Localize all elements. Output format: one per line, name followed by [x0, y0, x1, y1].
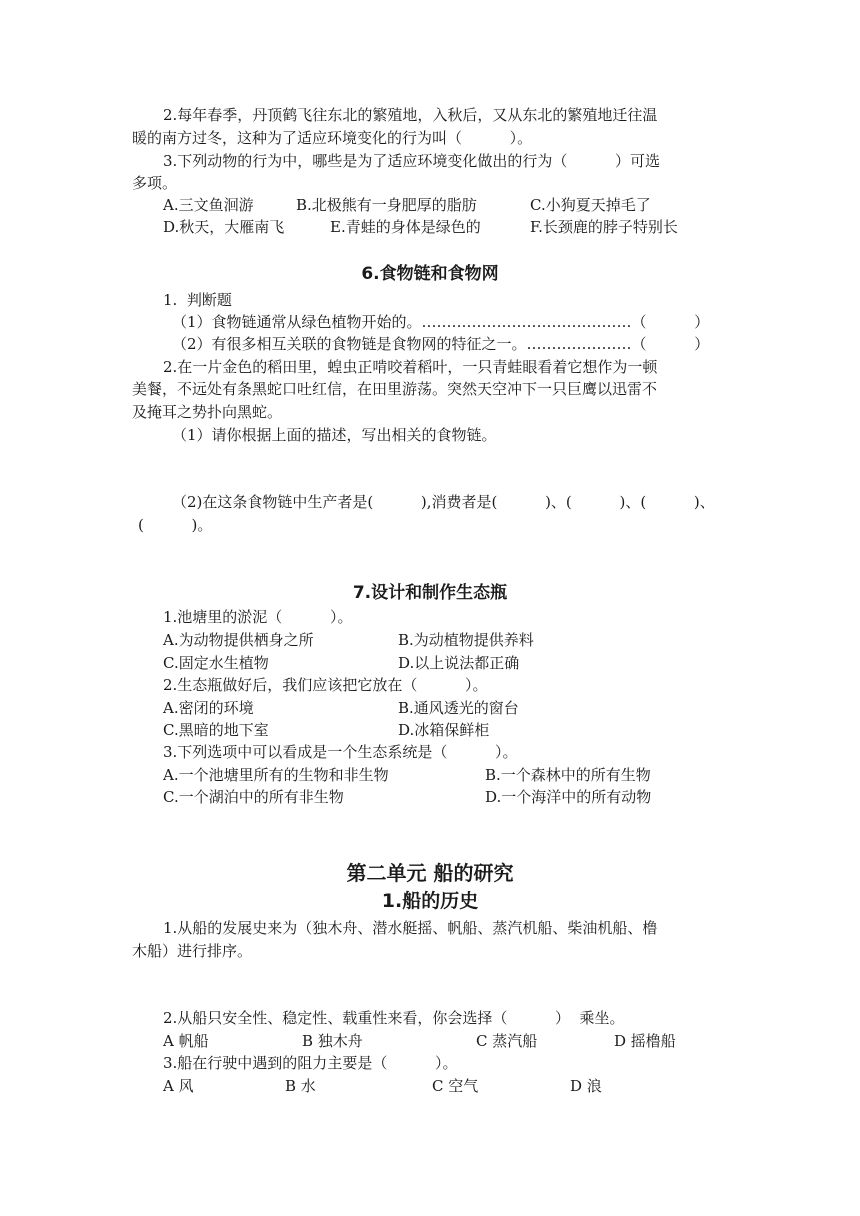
sec6-q2-line3: 及掩耳之势扑向黑蛇。	[132, 403, 283, 421]
u2-q2-option-a: A 帆船	[163, 1032, 209, 1050]
u2-q2-option-d: D 摇橹船	[614, 1032, 676, 1050]
sec6-judge-heading: 1. 判断题	[163, 291, 232, 309]
sec7-q2-option-c: C.黑暗的地下室	[163, 721, 269, 739]
sec6-judge-item-1: （1）食物链通常从绿色植物开始的。……………………………………（ ）	[172, 313, 710, 331]
sec7-q3-option-a: A.一个池塘里所有的生物和非生物	[163, 766, 389, 784]
sec7-q2-option-a: A.密闭的环境	[163, 699, 254, 717]
u1-q2-line2: 暖的南方过冬，这种为了适应环境变化的行为叫（ ）。	[132, 129, 533, 147]
u2-q3-option-a: A 风	[163, 1077, 194, 1095]
u2-q3: 3.船在行驶中遇到的阻力主要是（ ）。	[163, 1054, 458, 1072]
sec6-judge-item-2: （2）有很多相互关联的食物链是食物网的特征之一。…………………（ ）	[172, 335, 710, 353]
unit-2-section-1-title: 1.船的历史	[381, 890, 479, 912]
sec7-q1: 1.池塘里的淤泥（ ）。	[163, 608, 353, 626]
sec7-q3: 3.下列选项中可以看成是一个生态系统是（ ）。	[163, 743, 518, 761]
section-6-title: 6.食物链和食物网	[361, 264, 499, 284]
u2-q1-line1: 1.从船的发展史来为（独木舟、潜水艇摇、帆船、蒸汽机船、柴油机船、橹	[163, 919, 658, 937]
u1-q3-option-e: E.青蛙的身体是绿色的	[330, 218, 481, 236]
u2-q3-option-d: D 浪	[570, 1077, 602, 1095]
u1-q3-option-b: B.北极熊有一身肥厚的脂肪	[296, 196, 477, 214]
sec6-q2-sub1: （1）请你根据上面的描述，写出相关的食物链。	[172, 426, 497, 444]
sec7-q2: 2.生态瓶做好后，我们应该把它放在（ ）。	[163, 676, 488, 694]
u1-q3-option-f: F.长颈鹿的脖子特别长	[530, 218, 678, 236]
u1-q3-option-d: D.秋天，大雁南飞	[163, 218, 285, 236]
u1-q2-line1: 2.每年春季，丹顶鹤飞往东北的繁殖地，入秋后，又从东北的繁殖地迁往温	[163, 106, 658, 124]
sec6-q2-sub2-line1: （2)在这条食物链中生产者是( ),消费者是( )、( )、( )、	[172, 493, 715, 511]
sec6-q2-line2: 美餐，不远处有条黑蛇口吐红信，在田里游荡。突然天空冲下一只巨鹰以迅雷不	[132, 380, 658, 398]
sec7-q2-option-b: B.通风透光的窗台	[398, 699, 519, 717]
u1-q3-line2: 多项。	[132, 174, 178, 192]
u2-q2: 2.从船只安全性、稳定性、载重性来看，你会选择（ ） 乘坐。	[163, 1009, 625, 1027]
sec7-q1-option-b: B.为动植物提供养料	[398, 631, 534, 649]
u1-q3-option-a: A.三文鱼洄游	[163, 196, 254, 214]
sec7-q2-option-d: D.冰箱保鲜柜	[398, 721, 490, 739]
sec6-q2-sub2-line2: ( )。	[138, 516, 213, 534]
sec7-q1-option-a: A.为动物提供栖身之所	[163, 631, 314, 649]
u1-q3-option-c: C.小狗夏天掉毛了	[530, 196, 651, 214]
sec7-q1-option-c: C.固定水生植物	[163, 654, 269, 672]
u2-q1-line2: 木船）进行排序。	[132, 942, 253, 960]
u1-q3-line1: 3.下列动物的行为中，哪些是为了适应环境变化做出的行为（ ）可选	[163, 152, 660, 170]
u2-q2-option-c: C 蒸汽船	[476, 1032, 538, 1050]
sec7-q3-option-c: C.一个湖泊中的所有非生物	[163, 788, 344, 806]
u2-q2-option-b: B 独木舟	[302, 1032, 363, 1050]
sec7-q1-option-d: D.以上说法都正确	[398, 654, 520, 672]
sec7-q3-option-d: D.一个海洋中的所有动物	[485, 788, 652, 806]
sec7-q3-option-b: B.一个森林中的所有生物	[485, 766, 651, 784]
unit-2-title: 第二单元 船的研究	[346, 861, 514, 885]
u2-q3-option-c: C 空气	[432, 1077, 479, 1095]
u2-q3-option-b: B 水	[285, 1077, 316, 1095]
section-7-title: 7.设计和制作生态瓶	[352, 583, 508, 603]
sec6-q2-line1: 2.在一片金色的稻田里，蝗虫正啃咬着稻叶，一只青蛙眼看着它想作为一顿	[163, 358, 658, 376]
